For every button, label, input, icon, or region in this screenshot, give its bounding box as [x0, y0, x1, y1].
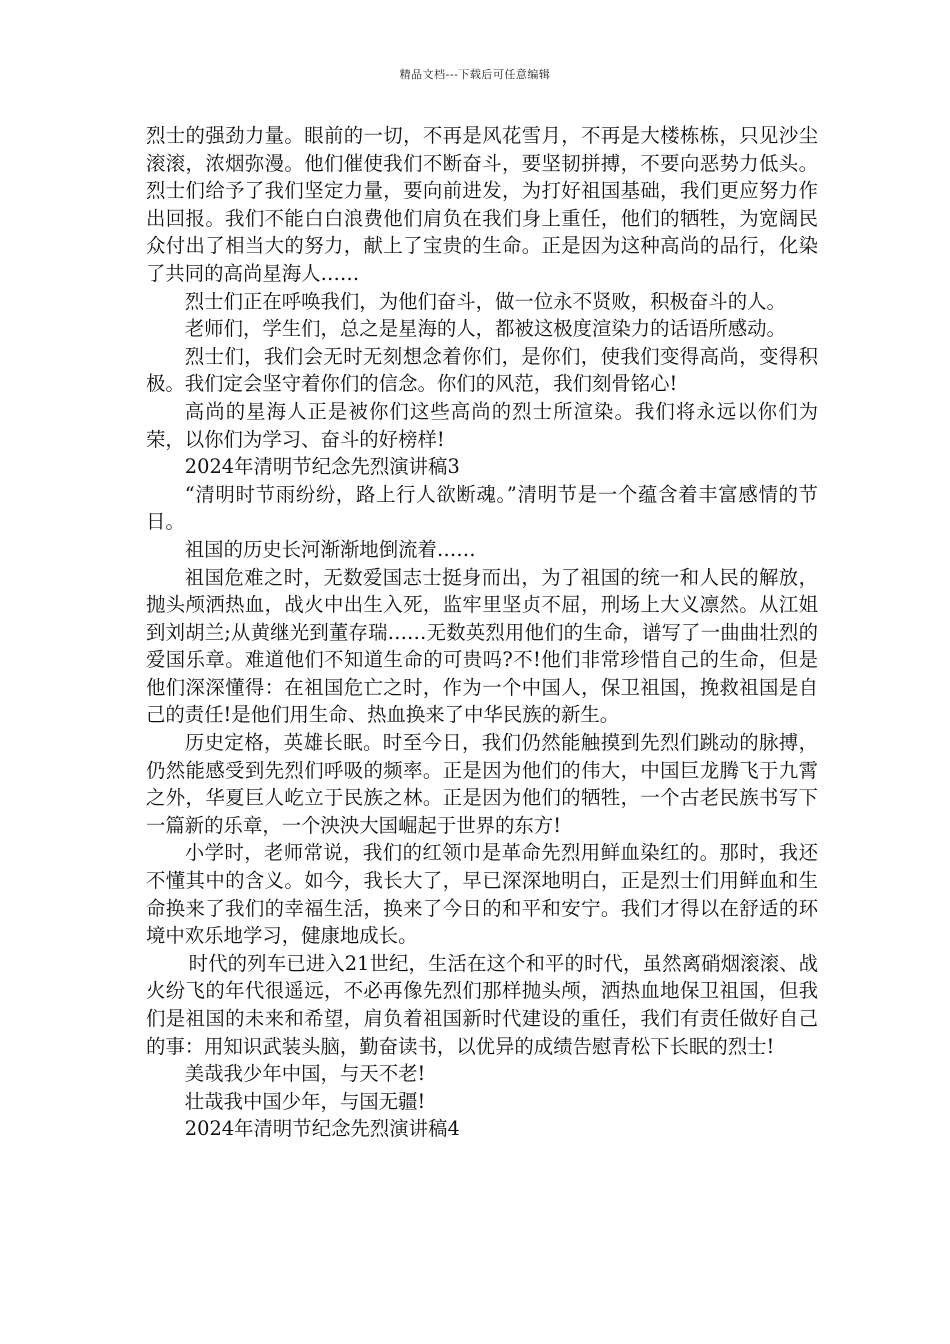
- paragraph: 老师们，学生们，总之是星海的人，都被这极度渲染力的话语所感动。: [184, 317, 786, 341]
- paragraph: 壮哉我中国少年，与国无疆!: [184, 1089, 426, 1113]
- paragraph: “清明时节雨纷纷，路上行人欲断魂。”清明节是一个蕴含着丰富感情的节日。: [146, 482, 818, 534]
- paragraph: 历史定格，英雄长眠。时至今日，我们仍然能触摸到先烈们跳动的脉搏，仍然能感受到先烈们呼吸的频率。正是因为他们的伟大，中国巨龙腾飞于九霄之外，华夏巨人屹立于民族之林。正是因为他们的牺牲，一个古老民族书写下一篇新的乐章，一个泱泱大国崛起于世界的东方!: [146, 731, 818, 837]
- document-body: [146, 122, 818, 1143]
- section-heading: 2024年清明节纪念先烈演讲稿3: [184, 455, 460, 479]
- paragraph: 烈士们正在呼唤我们，为他们奋斗，做一位永不贤败，积极奋斗的人。: [184, 289, 786, 313]
- paragraph: 美哉我少年中国，与天不老!: [184, 1062, 426, 1086]
- paragraph: 祖国的历史长河渐渐地倒流着……: [184, 537, 476, 561]
- paragraph: 烈士们，我们会无时无刻想念着你们，是你们，使我们变得高尚，变得积极。我们定会坚守着你们的信念。你们的风范，我们刻骨铭心!: [146, 344, 818, 396]
- paragraph: 祖国危难之时，无数爱国志士挺身而出，为了祖国的统一和人民的解放，抛头颅洒热血，战火中出生入死，监牢里坚贞不屈，刑场上大义凛然。从江姐到刘胡兰;从黄继光到董存瑞……无数英烈用他们的生命，谱写了一曲曲壮烈的爱国乐章。难道他们不知道生命的可贵吗?不!他们非常珍惜自己的生命，但是他们深深懂得：在祖国危亡之时，作为一个中国人，保卫祖国，挽救祖国是自己的责任!是他们用生命、热血换来了中华民族的新生。: [146, 565, 818, 727]
- section-heading: 2024年清明节纪念先烈演讲稿4: [184, 1117, 460, 1141]
- paragraph: 时代的列车已进入21世纪，生活在这个和平的时代，虽然离硝烟滚滚、战火纷飞的年代很遥远，不必再像先烈们那样抛头颅，洒热血地保卫祖国，但我们是祖国的未来和希望，肩负着祖国新时代建设的重任，我们有责任做好自己的事：用知识武装头脑，勤奋读书，以优异的成绩告慰青松下长眠的烈士!: [146, 951, 818, 1058]
- paragraph: 高尚的星海人正是被你们这些高尚的烈士所渲染。我们将永远以你们为荣，以你们为学习、奋斗的好榜样!: [146, 399, 818, 451]
- paragraph: 烈士的强劲力量。眼前的一切，不再是风花雪月，不再是大楼栋栋，只见沙尘滚滚，浓烟弥漫。他们催使我们不断奋斗，要坚韧拼搏，不要向恶势力低头。烈士们给予了我们坚定力量，要向前进发，为打好祖国基础，我们更应努力作出回报。我们不能白白浪费他们肩负在我们身上重任，他们的牺牲，为宽阔民众付出了相当大的努力，献上了宝贵的生命。正是因为这种高尚的品行，化染了共同的高尚星海人……: [146, 124, 818, 285]
- page-header: 精品文档---下载后可任意编辑: [399, 68, 551, 81]
- paragraph: 小学时，老师常说，我们的红领巾是革命先烈用鲜血染红的。那时，我还不懂其中的含义。如今，我长大了，早已深深地明白，正是烈士们用鲜血和生命换来了我们的幸福生活，换来了今日的和平和安宁。我们才得以在舒适的环境中欢乐地学习，健康地成长。: [146, 841, 818, 948]
